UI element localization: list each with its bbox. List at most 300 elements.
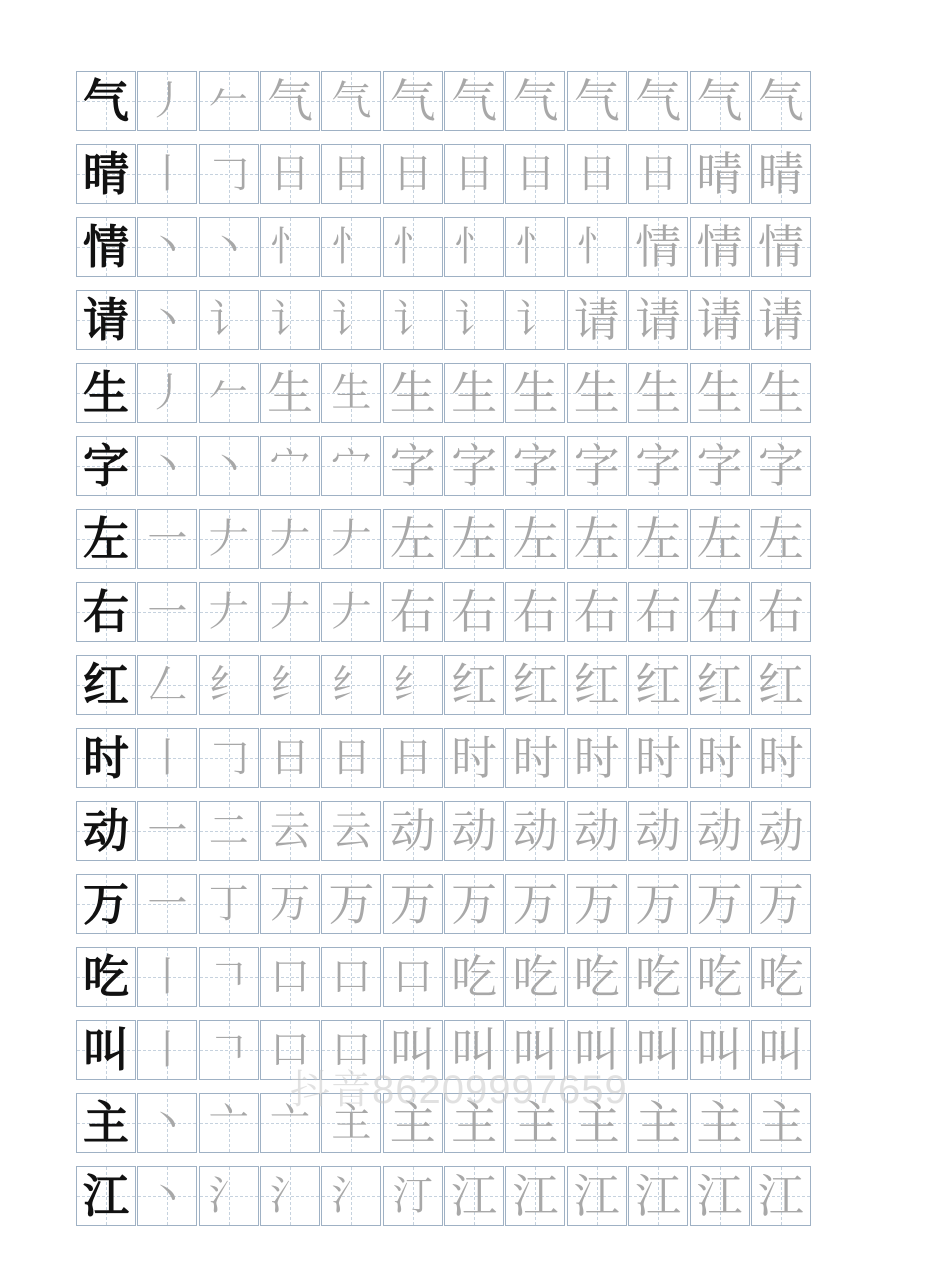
trace-character: 气	[267, 74, 314, 128]
trace-character: 叫	[451, 1023, 498, 1077]
trace-cell[interactable]	[567, 217, 627, 277]
trace-cell[interactable]	[505, 1166, 565, 1226]
trace-cell[interactable]	[751, 582, 811, 642]
model-character-cell	[76, 436, 136, 496]
trace-cell[interactable]	[383, 582, 443, 642]
trace-cell[interactable]	[690, 1166, 750, 1226]
trace-character: 亠	[270, 1100, 311, 1146]
practice-row	[76, 582, 873, 643]
trace-cell[interactable]	[260, 947, 320, 1007]
trace-cell[interactable]	[751, 436, 811, 496]
trace-cell[interactable]	[321, 801, 381, 861]
trace-character: 𠂇	[331, 589, 372, 635]
trace-character: 左	[451, 512, 498, 566]
trace-cell[interactable]	[567, 71, 627, 131]
trace-cell[interactable]	[690, 290, 750, 350]
trace-cell[interactable]	[444, 436, 504, 496]
trace-cell[interactable]	[751, 801, 811, 861]
trace-cell[interactable]	[383, 874, 443, 934]
trace-cell[interactable]	[444, 509, 504, 569]
trace-character: 丶	[147, 297, 188, 343]
trace-cell[interactable]	[690, 1020, 750, 1080]
trace-cell[interactable]	[444, 217, 504, 277]
trace-character: 口	[270, 954, 311, 1000]
trace-cell[interactable]	[199, 947, 259, 1007]
trace-cell[interactable]	[628, 1166, 688, 1226]
trace-cell[interactable]	[690, 363, 750, 423]
model-character-cell	[76, 582, 136, 642]
trace-character: 生	[757, 366, 804, 420]
trace-cell[interactable]	[260, 728, 320, 788]
trace-character: 忄	[576, 224, 617, 270]
trace-cell[interactable]	[137, 1093, 197, 1153]
trace-character: 忄	[331, 224, 372, 270]
trace-cell[interactable]	[444, 1166, 504, 1226]
trace-cell[interactable]	[137, 436, 197, 496]
trace-cell[interactable]	[260, 290, 320, 350]
trace-cell[interactable]	[628, 217, 688, 277]
trace-character: 𠃍	[208, 1027, 249, 1073]
trace-cell[interactable]	[567, 1166, 627, 1226]
trace-character: 日	[515, 151, 556, 197]
trace-cell[interactable]	[383, 436, 443, 496]
trace-character: 生	[573, 366, 620, 420]
trace-character: 讠	[331, 297, 372, 343]
trace-character: 气	[451, 74, 498, 128]
trace-character: 右	[389, 585, 436, 639]
trace-character: 一	[147, 808, 188, 854]
trace-cell[interactable]	[199, 144, 259, 204]
trace-cell[interactable]	[383, 217, 443, 277]
trace-character: 万	[573, 877, 620, 931]
trace-cell[interactable]	[751, 874, 811, 934]
trace-character: 丨	[147, 954, 188, 1000]
trace-cell[interactable]	[505, 874, 565, 934]
trace-character: 江	[696, 1169, 743, 1223]
trace-cell[interactable]	[567, 655, 627, 715]
trace-cell[interactable]	[444, 1020, 504, 1080]
trace-cell[interactable]	[505, 217, 565, 277]
trace-cell[interactable]	[751, 1020, 811, 1080]
trace-cell[interactable]	[567, 1020, 627, 1080]
trace-cell[interactable]	[444, 947, 504, 1007]
trace-character: 日	[331, 151, 372, 197]
trace-cell[interactable]	[199, 1093, 259, 1153]
trace-cell[interactable]	[751, 509, 811, 569]
trace-cell[interactable]	[260, 144, 320, 204]
trace-character: 气	[635, 74, 682, 128]
trace-character: 𠂉	[208, 370, 249, 416]
trace-cell[interactable]	[260, 71, 320, 131]
trace-cell[interactable]	[383, 655, 443, 715]
trace-cell[interactable]	[690, 947, 750, 1007]
trace-cell[interactable]	[567, 1093, 627, 1153]
trace-cell[interactable]	[751, 290, 811, 350]
trace-cell[interactable]	[383, 947, 443, 1007]
trace-cell[interactable]	[321, 728, 381, 788]
trace-cell[interactable]	[567, 363, 627, 423]
trace-cell[interactable]	[751, 217, 811, 277]
trace-character: 字	[512, 439, 559, 493]
practice-row	[76, 1093, 873, 1154]
trace-character: 右	[635, 585, 682, 639]
trace-character: 左	[635, 512, 682, 566]
trace-cell[interactable]	[137, 655, 197, 715]
trace-cell[interactable]	[628, 363, 688, 423]
trace-cell[interactable]	[628, 582, 688, 642]
trace-character: 江	[635, 1169, 682, 1223]
trace-character: 江	[757, 1169, 804, 1223]
trace-character: 情	[757, 220, 804, 274]
trace-cell[interactable]	[383, 290, 443, 350]
trace-cell[interactable]	[137, 1166, 197, 1226]
trace-character: 字	[757, 439, 804, 493]
trace-cell[interactable]	[199, 290, 259, 350]
trace-character: 万	[451, 877, 498, 931]
trace-cell[interactable]	[567, 582, 627, 642]
trace-cell[interactable]	[321, 509, 381, 569]
trace-cell[interactable]	[505, 655, 565, 715]
trace-cell[interactable]	[199, 582, 259, 642]
trace-cell[interactable]	[321, 144, 381, 204]
trace-cell[interactable]	[751, 1093, 811, 1153]
trace-cell[interactable]	[690, 582, 750, 642]
trace-cell[interactable]	[137, 874, 197, 934]
practice-row	[76, 655, 873, 716]
trace-cell[interactable]	[505, 582, 565, 642]
model-character: 叫	[83, 1023, 129, 1077]
trace-cell[interactable]	[137, 217, 197, 277]
trace-cell[interactable]	[383, 801, 443, 861]
trace-cell[interactable]	[567, 728, 627, 788]
trace-cell[interactable]	[199, 874, 259, 934]
trace-cell[interactable]	[444, 728, 504, 788]
trace-cell[interactable]	[628, 655, 688, 715]
model-character-cell	[76, 509, 136, 569]
trace-cell[interactable]	[383, 71, 443, 131]
trace-cell[interactable]	[628, 1093, 688, 1153]
trace-cell[interactable]	[628, 874, 688, 934]
trace-character: 时	[573, 731, 620, 785]
trace-character: 𠂇	[208, 589, 249, 635]
trace-cell[interactable]	[505, 1020, 565, 1080]
trace-cell[interactable]	[321, 71, 381, 131]
trace-cell[interactable]	[260, 509, 320, 569]
model-character: 时	[83, 731, 129, 785]
trace-cell[interactable]	[690, 655, 750, 715]
trace-cell[interactable]	[137, 801, 197, 861]
trace-cell[interactable]	[690, 217, 750, 277]
trace-character: 云	[331, 808, 372, 854]
trace-cell[interactable]	[444, 363, 504, 423]
trace-character: 生	[696, 366, 743, 420]
trace-cell[interactable]	[137, 582, 197, 642]
trace-cell[interactable]	[567, 290, 627, 350]
trace-cell[interactable]	[321, 290, 381, 350]
trace-character: 𠃌	[208, 735, 249, 781]
model-character: 情	[83, 220, 129, 274]
trace-character: 吃	[635, 950, 682, 1004]
trace-cell[interactable]	[199, 217, 259, 277]
trace-cell[interactable]	[505, 144, 565, 204]
trace-character: 生	[389, 366, 436, 420]
trace-cell[interactable]	[383, 363, 443, 423]
trace-cell[interactable]	[137, 144, 197, 204]
trace-cell[interactable]	[321, 582, 381, 642]
trace-character: 一	[147, 516, 188, 562]
model-character: 江	[83, 1169, 129, 1223]
trace-character: 生	[635, 366, 682, 420]
trace-cell[interactable]	[567, 801, 627, 861]
trace-cell[interactable]	[444, 290, 504, 350]
trace-character: 氵	[331, 1173, 372, 1219]
trace-character: 主	[512, 1096, 559, 1150]
trace-cell[interactable]	[628, 71, 688, 131]
trace-character: 主	[757, 1096, 804, 1150]
trace-cell[interactable]	[137, 728, 197, 788]
model-character: 生	[83, 366, 129, 420]
trace-character: 云	[270, 808, 311, 854]
trace-cell[interactable]	[690, 874, 750, 934]
trace-character: 𠃌	[208, 151, 249, 197]
practice-row	[76, 728, 873, 789]
model-character-cell	[76, 290, 136, 350]
trace-cell[interactable]	[199, 71, 259, 131]
trace-cell[interactable]	[321, 655, 381, 715]
trace-character: 红	[696, 658, 743, 712]
trace-character: 万	[270, 881, 311, 927]
trace-cell[interactable]	[260, 801, 320, 861]
trace-character: 万	[757, 877, 804, 931]
trace-character: 左	[696, 512, 743, 566]
trace-cell[interactable]	[690, 801, 750, 861]
trace-cell[interactable]	[505, 1093, 565, 1153]
trace-cell[interactable]	[505, 947, 565, 1007]
trace-cell[interactable]	[321, 947, 381, 1007]
trace-character: 叫	[635, 1023, 682, 1077]
trace-cell[interactable]	[137, 290, 197, 350]
trace-character: 口	[270, 1027, 311, 1073]
trace-cell[interactable]	[567, 874, 627, 934]
trace-cell[interactable]	[321, 874, 381, 934]
trace-cell[interactable]	[628, 290, 688, 350]
trace-character: 字	[573, 439, 620, 493]
trace-character: 𠂇	[208, 516, 249, 562]
trace-cell[interactable]	[321, 1093, 381, 1153]
trace-cell[interactable]	[628, 144, 688, 204]
trace-cell[interactable]	[137, 363, 197, 423]
trace-cell[interactable]	[199, 363, 259, 423]
trace-character: 时	[696, 731, 743, 785]
trace-cell[interactable]	[321, 217, 381, 277]
model-character-cell	[76, 144, 136, 204]
trace-cell[interactable]	[690, 436, 750, 496]
trace-cell[interactable]	[321, 436, 381, 496]
model-character-cell	[76, 71, 136, 131]
trace-character: 口	[331, 954, 372, 1000]
model-character: 万	[83, 877, 129, 931]
trace-character: 日	[576, 151, 617, 197]
trace-character: 生	[267, 366, 314, 420]
trace-cell[interactable]	[444, 801, 504, 861]
trace-cell[interactable]	[505, 509, 565, 569]
trace-character: 丿	[147, 370, 188, 416]
trace-cell[interactable]	[505, 71, 565, 131]
trace-character: 气	[389, 74, 436, 128]
trace-character: 红	[512, 658, 559, 712]
trace-character: 吃	[757, 950, 804, 1004]
trace-character: 万	[696, 877, 743, 931]
trace-cell[interactable]	[628, 801, 688, 861]
model-character-cell	[76, 217, 136, 277]
trace-cell[interactable]	[383, 1166, 443, 1226]
trace-character: 动	[757, 804, 804, 858]
trace-character: 一	[147, 589, 188, 635]
model-character-cell	[76, 874, 136, 934]
trace-cell[interactable]	[383, 728, 443, 788]
trace-character: 纟	[392, 662, 433, 708]
trace-character: 讠	[515, 297, 556, 343]
trace-cell[interactable]	[383, 1093, 443, 1153]
trace-cell[interactable]	[444, 874, 504, 934]
trace-cell[interactable]	[628, 1020, 688, 1080]
trace-cell[interactable]	[199, 801, 259, 861]
trace-cell[interactable]	[628, 509, 688, 569]
trace-cell[interactable]	[260, 655, 320, 715]
trace-cell[interactable]	[260, 436, 320, 496]
trace-character: 叫	[389, 1023, 436, 1077]
trace-character: 左	[573, 512, 620, 566]
trace-cell[interactable]	[260, 1166, 320, 1226]
trace-character: 字	[389, 439, 436, 493]
trace-cell[interactable]	[199, 1020, 259, 1080]
trace-cell[interactable]	[751, 144, 811, 204]
trace-character: 请	[635, 293, 682, 347]
trace-character: 动	[635, 804, 682, 858]
trace-cell[interactable]	[628, 728, 688, 788]
trace-character: 二	[208, 808, 249, 854]
trace-cell[interactable]	[260, 217, 320, 277]
trace-cell[interactable]	[199, 509, 259, 569]
trace-cell[interactable]	[751, 947, 811, 1007]
trace-cell[interactable]	[567, 509, 627, 569]
model-character: 右	[83, 585, 129, 639]
trace-cell[interactable]	[260, 874, 320, 934]
trace-cell[interactable]	[690, 71, 750, 131]
trace-cell[interactable]	[505, 801, 565, 861]
trace-cell[interactable]	[505, 363, 565, 423]
trace-cell[interactable]	[383, 1020, 443, 1080]
trace-character: 主	[696, 1096, 743, 1150]
trace-character: 左	[757, 512, 804, 566]
trace-cell[interactable]	[751, 655, 811, 715]
practice-row	[76, 1020, 873, 1081]
trace-character: 时	[635, 731, 682, 785]
trace-cell[interactable]	[137, 947, 197, 1007]
trace-cell[interactable]	[383, 144, 443, 204]
trace-character: 叫	[573, 1023, 620, 1077]
trace-cell[interactable]	[199, 728, 259, 788]
trace-character: 晴	[757, 147, 804, 201]
trace-cell[interactable]	[260, 582, 320, 642]
trace-character: 𠃋	[147, 662, 188, 708]
trace-cell[interactable]	[751, 1166, 811, 1226]
trace-character: 丶	[147, 224, 188, 270]
trace-cell[interactable]	[321, 1166, 381, 1226]
trace-cell[interactable]	[751, 71, 811, 131]
model-character: 动	[83, 804, 129, 858]
practice-row	[76, 801, 873, 862]
trace-character: 日	[270, 151, 311, 197]
trace-character: 纟	[331, 662, 372, 708]
trace-cell[interactable]	[199, 1166, 259, 1226]
practice-row	[76, 290, 873, 351]
trace-cell[interactable]	[567, 947, 627, 1007]
trace-cell[interactable]	[505, 290, 565, 350]
trace-cell[interactable]	[444, 1093, 504, 1153]
trace-cell[interactable]	[137, 1020, 197, 1080]
trace-cell[interactable]	[567, 144, 627, 204]
model-character-cell	[76, 947, 136, 1007]
trace-character: 主	[451, 1096, 498, 1150]
practice-row	[76, 509, 873, 570]
trace-cell[interactable]	[444, 71, 504, 131]
model-character-cell	[76, 1166, 136, 1226]
trace-cell[interactable]	[260, 1093, 320, 1153]
trace-cell[interactable]	[628, 436, 688, 496]
trace-cell[interactable]	[690, 144, 750, 204]
trace-cell[interactable]	[199, 655, 259, 715]
trace-character: 生	[331, 370, 372, 416]
trace-cell[interactable]	[444, 144, 504, 204]
trace-cell[interactable]	[444, 655, 504, 715]
trace-cell[interactable]	[505, 436, 565, 496]
trace-cell[interactable]	[199, 436, 259, 496]
trace-cell[interactable]	[505, 728, 565, 788]
trace-character: 右	[512, 585, 559, 639]
trace-cell[interactable]	[137, 509, 197, 569]
trace-cell[interactable]	[690, 1093, 750, 1153]
trace-cell[interactable]	[260, 1020, 320, 1080]
trace-cell[interactable]	[137, 71, 197, 131]
trace-character: 日	[454, 151, 495, 197]
model-character-cell	[76, 801, 136, 861]
trace-character: 宀	[270, 443, 311, 489]
trace-character: 右	[573, 585, 620, 639]
trace-cell[interactable]	[383, 509, 443, 569]
trace-character: 主	[331, 1100, 372, 1146]
trace-cell[interactable]	[567, 436, 627, 496]
trace-cell[interactable]	[260, 363, 320, 423]
trace-cell[interactable]	[751, 728, 811, 788]
trace-character: 动	[389, 804, 436, 858]
trace-cell[interactable]	[690, 728, 750, 788]
trace-cell[interactable]	[751, 363, 811, 423]
trace-cell[interactable]	[690, 509, 750, 569]
trace-cell[interactable]	[444, 582, 504, 642]
trace-character: 口	[392, 954, 433, 1000]
trace-character: 请	[757, 293, 804, 347]
trace-character: 忄	[515, 224, 556, 270]
trace-character: 红	[451, 658, 498, 712]
trace-character: 忄	[270, 224, 311, 270]
trace-character: 纟	[270, 662, 311, 708]
model-character: 红	[83, 658, 129, 712]
trace-cell[interactable]	[321, 1020, 381, 1080]
trace-cell[interactable]	[321, 363, 381, 423]
trace-character: 𠂇	[331, 516, 372, 562]
trace-cell[interactable]	[628, 947, 688, 1007]
